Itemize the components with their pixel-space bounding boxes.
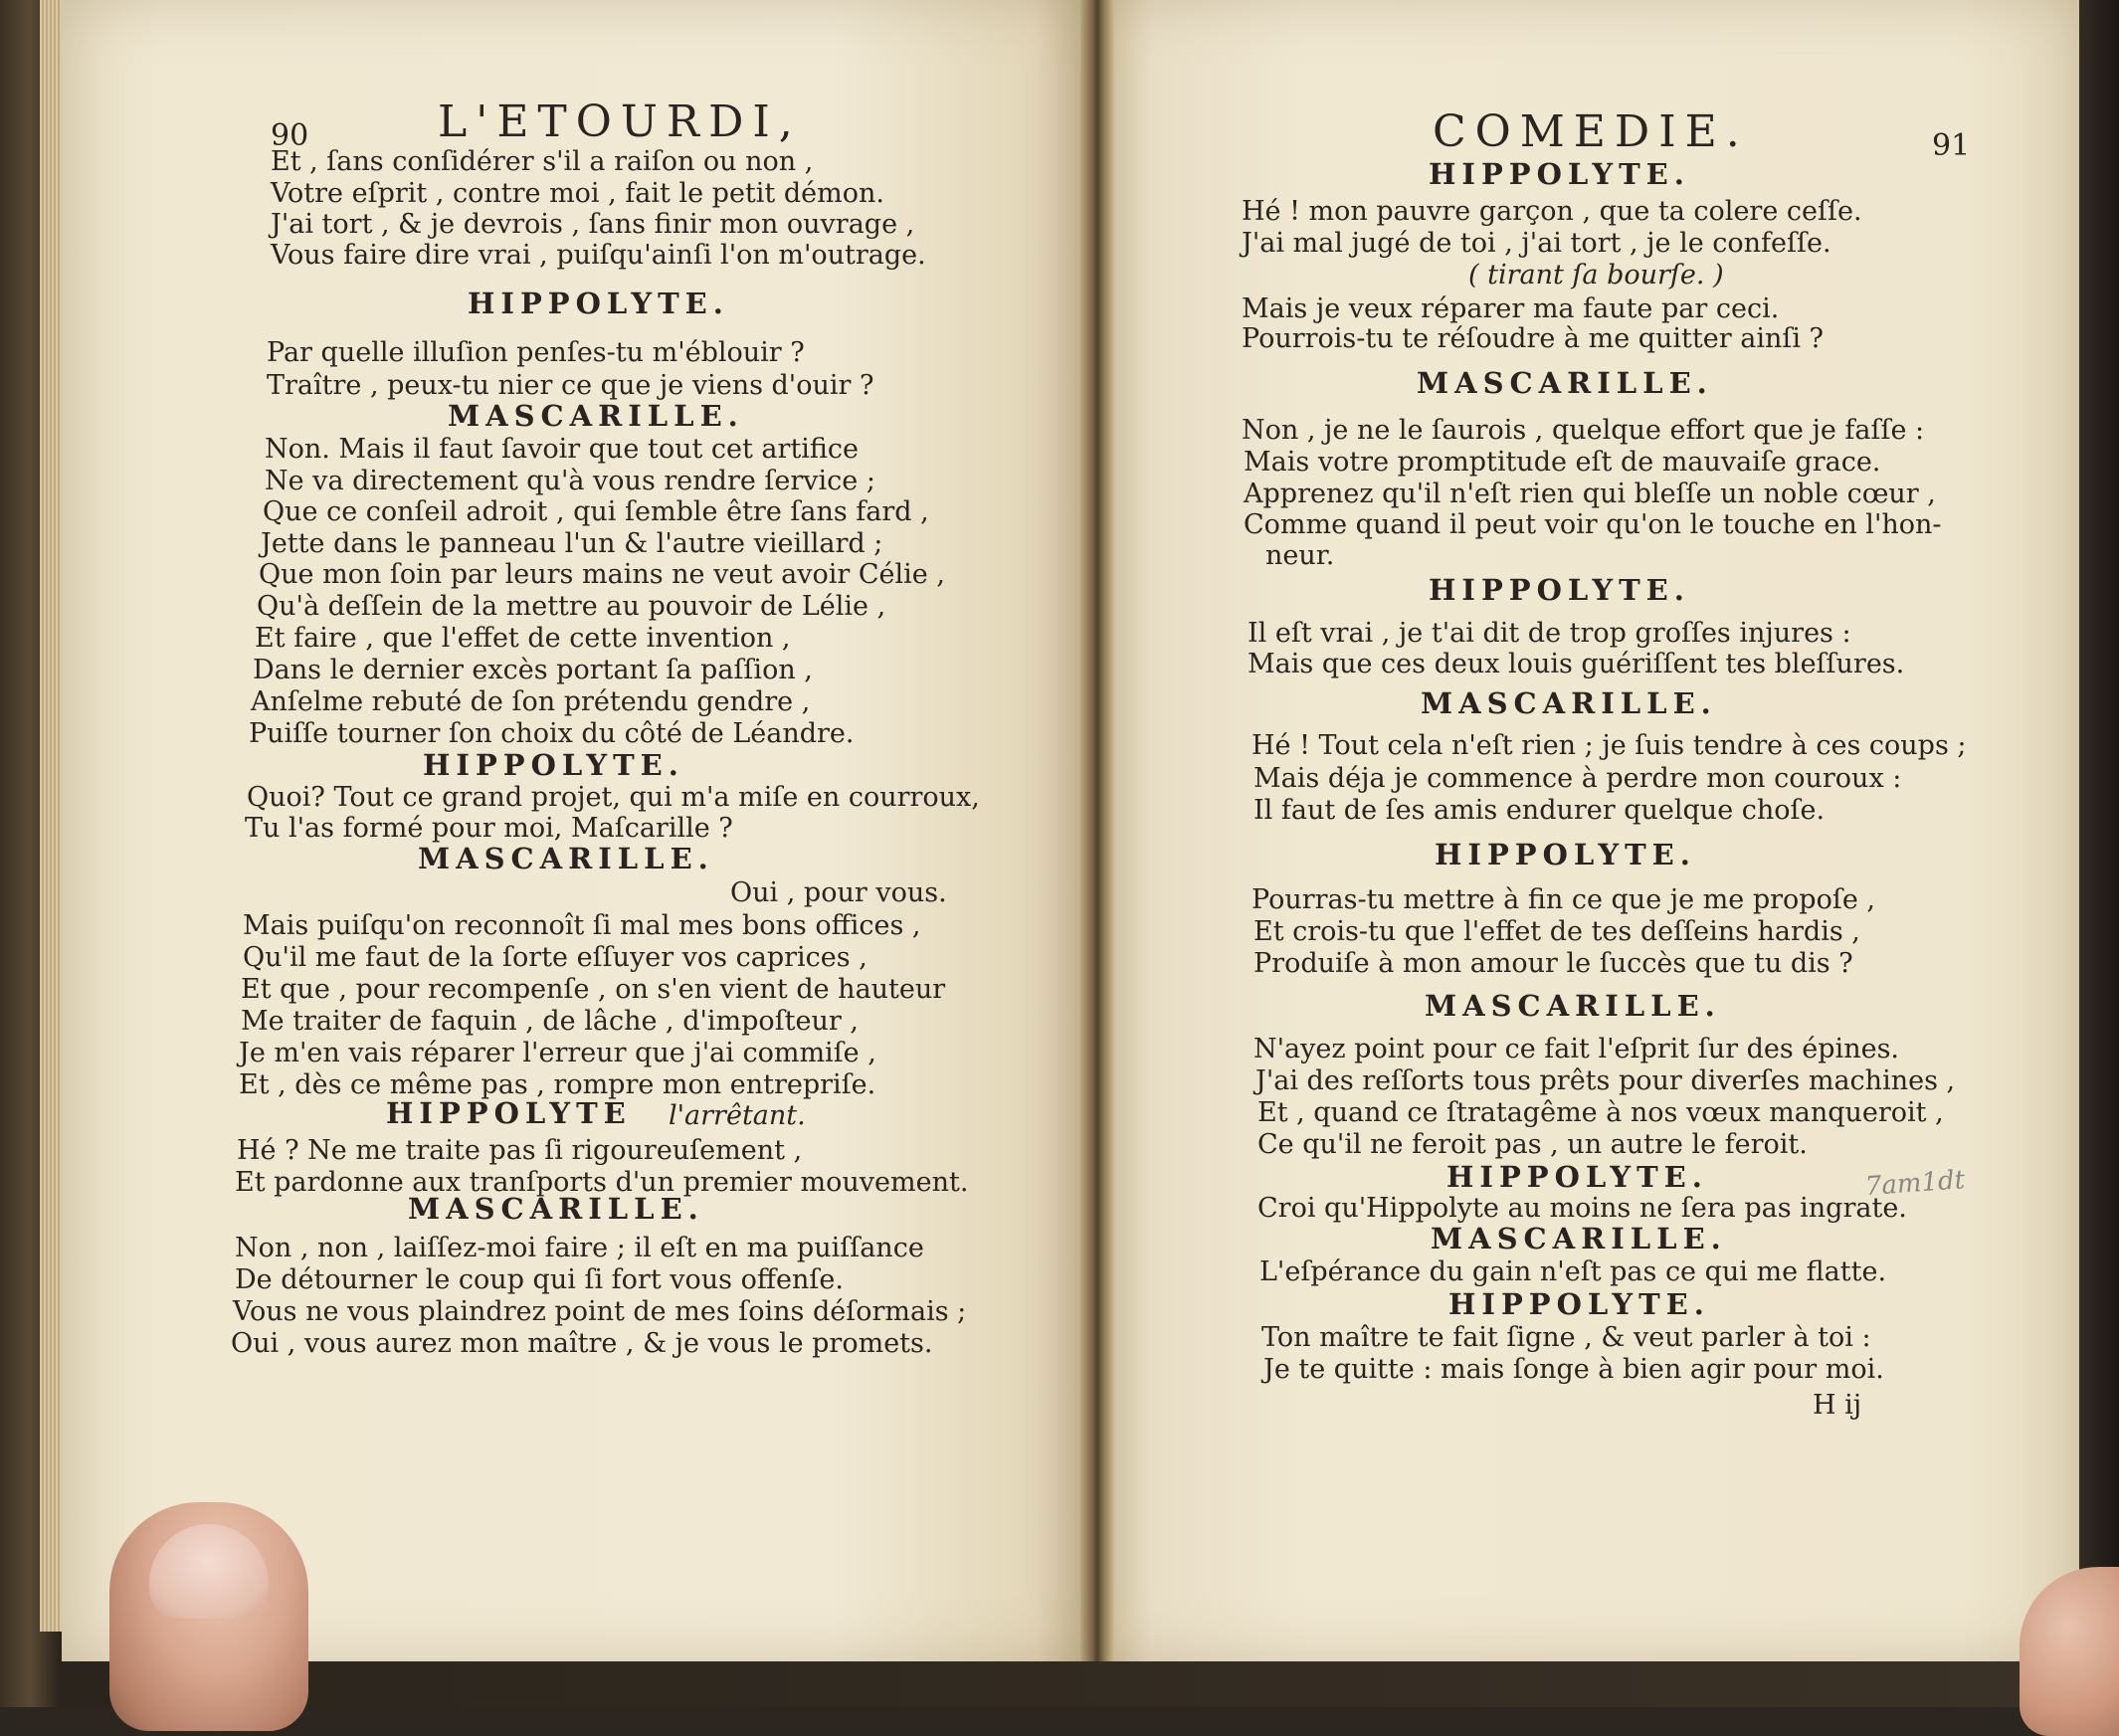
verse-line: Vous ne vous plaindrez point de mes ſoins déſormais ; bbox=[233, 1296, 967, 1327]
verse-line: Hé ! mon pauvre garçon , que ta colere ceſſe. bbox=[1242, 196, 1862, 227]
verse-line: Et , ſans conſidérer s'il a raiſon ou non , bbox=[271, 146, 814, 177]
speaker-heading: MASCARILLE. bbox=[418, 842, 714, 875]
verse-line: Tu l'as formé pour moi, Maſcarille ? bbox=[245, 813, 733, 844]
verse-line: Et crois-tu que l'effet de tes deſſeins hardis , bbox=[1253, 916, 1860, 947]
pencil-annotation: 7am1dt bbox=[1863, 1165, 1967, 1203]
stage-direction: ( tirant ſa bourſe. ) bbox=[1468, 260, 1724, 290]
verse-line: Mais déja je commence à perdre mon couroux : bbox=[1253, 763, 1902, 794]
verse-line: Puiſſe tourner ſon choix du côté de Léandre. bbox=[249, 718, 855, 749]
page-edges bbox=[40, 0, 64, 1632]
left-folio: 90 bbox=[271, 118, 309, 153]
verse-line: Hé ? Ne me traite pas ſi rigoureuſement , bbox=[237, 1135, 803, 1166]
verse-line: Hé ! Tout cela n'eſt rien ; je ſuis tendre à ces coups ; bbox=[1252, 730, 1967, 761]
speaker-heading: HIPPOLYTE. bbox=[1448, 1287, 1710, 1321]
speaker-heading: HIPPOLYTE. bbox=[468, 287, 729, 320]
speaker-heading: MASCARILLE. bbox=[1425, 989, 1721, 1023]
verse-line: J'ai mal jugé de toi , j'ai tort , je le confeſſe. bbox=[1242, 228, 1831, 259]
verse-line: J'ai des reſſorts tous prêts pour diverſes machines , bbox=[1255, 1065, 1956, 1096]
verse-line: Pourras-tu mettre à fin ce que je me propoſe , bbox=[1252, 884, 1875, 915]
verse-line: Et pardonne aux tranſports d'un premier mouvement. bbox=[235, 1167, 969, 1198]
left-thumb bbox=[109, 1502, 308, 1731]
verse-line: Je m'en vais réparer l'erreur que j'ai commiſe , bbox=[239, 1038, 876, 1068]
speaker-heading: HIPPOLYTE bbox=[386, 1096, 632, 1130]
speaker-heading: HIPPOLYTE. bbox=[1446, 1160, 1708, 1194]
verse-line: Ne va directement qu'à vous rendre ſervice ; bbox=[265, 466, 875, 496]
speaker-heading: MASCARILLE. bbox=[408, 1192, 704, 1226]
verse-line: Produiſe à mon amour le ſuccès que tu dis ? bbox=[1253, 948, 1853, 979]
speaker-heading: MASCARILLE. bbox=[1417, 366, 1713, 400]
speaker-heading: MASCARILLE. bbox=[448, 399, 744, 433]
verse-line: Traître , peux-tu nier ce que je viens d'ouir ? bbox=[267, 370, 874, 401]
stage-direction: l'arrêtant. bbox=[669, 1100, 806, 1131]
verse-line: Non , non , laiſſez-moi faire ; il eſt en ma puiſſance bbox=[235, 1233, 924, 1263]
verse-line: Et , dès ce même pas , rompre mon entrepriſe. bbox=[239, 1069, 876, 1100]
verse-line: Mais que ces deux louis guériſſent tes bleſſures. bbox=[1248, 649, 1905, 679]
verse-line: De détourner le coup qui ſi fort vous offenſe. bbox=[235, 1264, 844, 1295]
verse-line: Mais je veux réparer ma faute par ceci. bbox=[1242, 293, 1780, 324]
verse-line: Votre eſprit , contre moi , fait le petit démon. bbox=[271, 178, 884, 209]
verse-line: Par quelle illuſion penſes-tu m'éblouir ? bbox=[267, 337, 805, 368]
verse-line: Non. Mais il faut ſavoir que tout cet artifice bbox=[265, 434, 860, 465]
verse-line: Oui , vous aurez mon maître , & je vous le promets. bbox=[231, 1328, 933, 1359]
right-running-head: COMEDIE. bbox=[1433, 106, 1749, 157]
verse-line: Apprenez qu'il n'eſt rien qui bleſſe un noble cœur , bbox=[1244, 479, 1936, 509]
verse-line: Mais votre promptitude eſt de mauvaiſe grace. bbox=[1244, 447, 1881, 478]
speaker-heading: HIPPOLYTE. bbox=[423, 748, 684, 782]
speaker-heading: HIPPOLYTE. bbox=[1429, 157, 1690, 191]
book-gutter bbox=[1080, 0, 1114, 1661]
verse-line: Que mon ſoin par leurs mains ne veut avoir Célie , bbox=[259, 559, 945, 590]
speaker-heading: HIPPOLYTE. bbox=[1435, 838, 1696, 871]
verse-line: Me traiter de faquin , de lâche , d'impoſteur , bbox=[241, 1006, 859, 1037]
verse-line: Qu'il me faut de la ſorte eſſuyer vos caprices , bbox=[243, 942, 867, 973]
verse-line: Et que , pour recompenſe , on s'en vient de hauteur bbox=[241, 974, 946, 1005]
verse-line: N'ayez point pour ce fait l'eſprit ſur des épines. bbox=[1253, 1034, 1900, 1064]
left-running-head: L'ETOURDI, bbox=[438, 96, 802, 147]
speaker-heading: MASCARILLE. bbox=[1421, 686, 1717, 720]
verse-line: Que ce conſeil adroit , qui ſemble être ſans fard , bbox=[263, 496, 929, 527]
verse-line: Qu'à deſſein de la mettre au pouvoir de Lélie , bbox=[257, 591, 886, 622]
verse-line: Anſelme rebuté de ſon prétendu gendre , bbox=[251, 686, 811, 717]
verse-line: Pourrois-tu te réſoudre à me quitter ainſi ? bbox=[1242, 323, 1825, 354]
verse-line: J'ai tort , & je devrois , ſans finir mon ouvrage , bbox=[271, 209, 915, 240]
verse-line: Ce qu'il ne feroit pas , un autre le feroit. bbox=[1257, 1129, 1808, 1160]
verse-line: Je te quitte : mais ſonge à bien agir pour moi. bbox=[1263, 1354, 1884, 1385]
verse-line: Il faut de ſes amis endurer quelque choſe. bbox=[1253, 795, 1826, 826]
thumbnail bbox=[149, 1524, 269, 1619]
verse-line: Oui , pour vous. bbox=[730, 877, 947, 908]
verse-line: Non , je ne le ſaurois , quelque effort que je faſſe : bbox=[1242, 415, 1925, 446]
verse-line: Comme quand il peut voir qu'on le touche en l'hon- bbox=[1244, 509, 1942, 540]
right-folio: 91 bbox=[1932, 128, 1971, 163]
speaker-heading: MASCARILLE. bbox=[1431, 1222, 1727, 1255]
page-signature: H ij bbox=[1813, 1390, 1862, 1421]
verse-line: Vous faire dire vrai , puiſqu'ainſi l'on m'outrage. bbox=[271, 240, 926, 271]
verse-line: Et faire , que l'effet de cette invention , bbox=[255, 623, 791, 654]
verse-line: Croi qu'Hippolyte au moins ne ſera pas ingrate. bbox=[1257, 1193, 1907, 1224]
speaker-heading: HIPPOLYTE. bbox=[1429, 573, 1690, 607]
verse-line: Quoi? Tout ce grand projet, qui m'a miſe en courroux, bbox=[247, 782, 980, 813]
verse-line: Mais puiſqu'on reconnoît ſi mal mes bons offices , bbox=[243, 910, 921, 941]
verse-line: Jette dans le panneau l'un & l'autre vieillard ; bbox=[261, 528, 883, 559]
verse-line: neur. bbox=[1265, 540, 1335, 571]
verse-line: Il eſt vrai , je t'ai dit de trop groſſes injures : bbox=[1248, 618, 1851, 649]
verse-line: L'eſpérance du gain n'eſt pas ce qui me flatte. bbox=[1259, 1256, 1887, 1287]
verse-line: Dans le dernier excès portant ſa paſſion , bbox=[253, 655, 813, 685]
verse-line: Ton maître te fait ſigne , & veut parler à toi : bbox=[1261, 1322, 1871, 1353]
verse-line: Et , quand ce ſtratagême à nos vœux manqueroit , bbox=[1257, 1097, 1944, 1128]
